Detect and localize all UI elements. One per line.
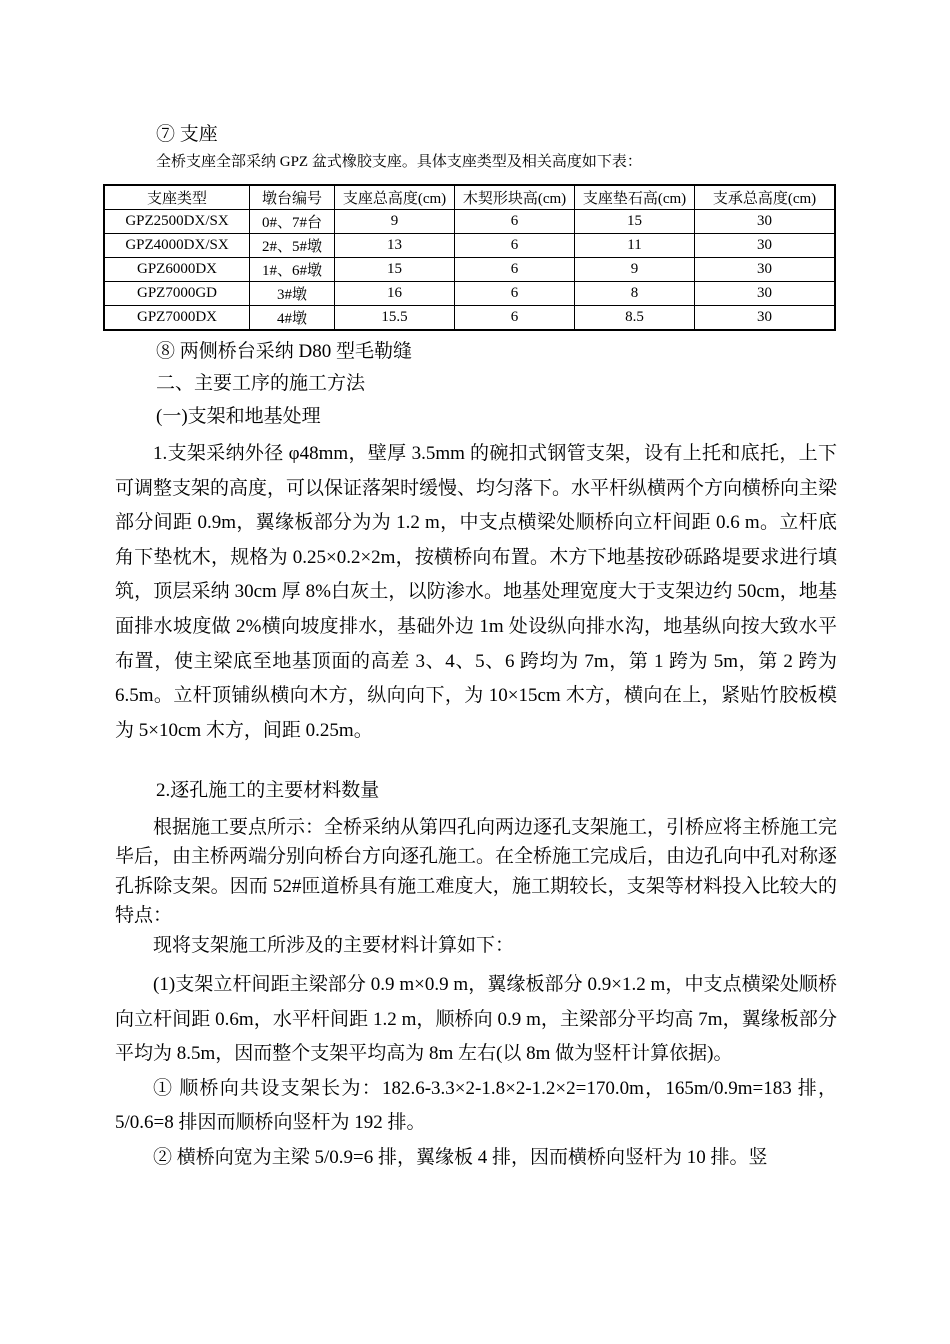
table-header-cell: 木契形块高(cm) xyxy=(455,185,575,210)
body-block-2 xyxy=(115,813,837,960)
table-row xyxy=(104,282,835,306)
table-cell: 6 xyxy=(455,306,575,331)
bearing-intro-note: 全桥支座全部采纳 GPZ 盆式橡胶支座。具体支座类型及相关高度如下表： xyxy=(156,154,642,170)
table-cell: 0#、7#台 xyxy=(250,210,335,234)
table-row xyxy=(104,234,835,258)
table-cell: 8.5 xyxy=(575,306,695,331)
table-cell: 30 xyxy=(695,210,836,234)
paragraph-support-details: 1.支架采纳外径 φ48mm，壁厚 3.5mm 的碗扣式钢管支架，设有上托和底托，上下可调整支架的高度，可以保证落架时缓慢、均匀落下。水平杆纵横两个方向横桥向主梁部分间距 0.9m，翼缘板部分为为 1.2 m，中支点横梁处顺桥向立杆间距 0.6 m。立杆底角下垫枕木，规格为 0.25×0.2×2m，按横桥向布置。木方下地基按砂砾路堤要求进行填筑，顶层采纳 30cm 厚 8%白灰土，以防渗水。地基处理宽度大于支架边约 50cm，地基面排水坡度做 2%横向坡度排水，基础外边 1m 处设纵向排水沟，地基纵向按大致水平布置，使主梁底至地基顶面的高差 3、4、5、6 跨均为 7m，第 1 跨为 5m，第 2 跨为 6.5m。立杆顶铺纵横向木方，纵向向下，为 10×15cm 木方，横向在上，紧贴竹胶板模为 5×10cm 木方，间距 0.25m。 xyxy=(115,443,838,741)
table-cell: 16 xyxy=(335,282,455,306)
table-cell: GPZ6000DX xyxy=(104,258,250,282)
table-cell: GPZ4000DX/SX xyxy=(104,234,250,258)
paragraph-construction-sequence: 根据施工要点所示：全桥采纳从第四孔向两边逐孔支架施工，引桥应将主桥施工完毕后，由主桥两端分别向桥台方向逐孔施工。在全桥施工完成后，由边孔向中孔对称逐孔拆除支架。因而 52#匝道桥具有施工难度大，施工期较长，支架等材料投入比较大的特点： xyxy=(115,817,838,927)
table-cell: 11 xyxy=(575,234,695,258)
table-cell: 6 xyxy=(455,258,575,282)
table-row xyxy=(104,210,835,234)
table-cell: 3#墩 xyxy=(250,282,335,306)
table-cell: 9 xyxy=(575,258,695,282)
table-header-cell: 墩台编号 xyxy=(250,185,335,210)
table-cell: 30 xyxy=(695,282,836,306)
section-heading-main-procedures: 二、主要工序的施工方法 xyxy=(156,373,366,394)
table-cell: 4#墩 xyxy=(250,306,335,331)
table-cell: 2#、5#墩 xyxy=(250,234,335,258)
table-header-cell: 支座总高度(cm) xyxy=(335,185,455,210)
table-header-cell: 支承总高度(cm) xyxy=(695,185,836,210)
section-heading-materials: 2.逐孔施工的主要材料数量 xyxy=(156,780,380,801)
table-row xyxy=(104,258,835,282)
table-header-cell: 支座类型 xyxy=(104,185,250,210)
section-heading-bearings: ⑦ 支座 xyxy=(156,124,218,145)
section-heading-support-foundation: (一)支架和地基处理 xyxy=(156,406,321,427)
table-cell: 30 xyxy=(695,306,836,331)
table-cell: GPZ2500DX/SX xyxy=(104,210,250,234)
bearing-table xyxy=(103,184,836,331)
table-cell: GPZ7000DX xyxy=(104,306,250,331)
table-cell: 15 xyxy=(335,258,455,282)
table-cell: 30 xyxy=(695,258,836,282)
table-cell: 8 xyxy=(575,282,695,306)
table-cell: 15.5 xyxy=(335,306,455,331)
table-cell: 30 xyxy=(695,234,836,258)
body-block-3 xyxy=(115,968,837,1176)
paragraph-pole-spacing: (1)支架立杆间距主梁部分 0.9 m×0.9 m，翼缘板部分 0.9×1.2 m，中支点横梁处顺桥向立杆间距 0.6m，水平杆间距 1.2 m，顺桥向 0.9 m，主梁部分平均高 7m，翼缘板部分平均为 8.5m，因而整个支架平均高为 8m 左右(以 8m 做为竖杆计算依据)。 xyxy=(115,974,837,1065)
body-block-1 xyxy=(115,437,837,748)
table-cell: 13 xyxy=(335,234,455,258)
table-header-cell: 支座垫石高(cm) xyxy=(575,185,695,210)
paragraph-longitudinal-count: ① 顺桥向共设支架长为：182.6-3.3×2-1.8×2-1.2×2=170.0m，165m/0.9m=183 排，5/0.6=8 排因而顺桥向竖杆为 192 排。 xyxy=(115,1077,837,1134)
table-row xyxy=(104,306,835,331)
table-header-row xyxy=(104,185,835,210)
table-cell: 1#、6#墩 xyxy=(250,258,335,282)
table-cell: 15 xyxy=(575,210,695,234)
table-cell: 6 xyxy=(455,282,575,306)
table-cell: GPZ7000GD xyxy=(104,282,250,306)
table-cell: 9 xyxy=(335,210,455,234)
paragraph-transverse-count: ② 横桥向宽为主梁 5/0.9=6 排，翼缘板 4 排，因而横桥向竖杆为 10 排。竖 xyxy=(153,1146,768,1168)
section-heading-expansion-joint: ⑧ 两侧桥台采纳 D80 型毛勒缝 xyxy=(156,341,412,362)
table-cell: 6 xyxy=(455,210,575,234)
paragraph-calc-intro: 现将支架施工所涉及的主要材料计算如下： xyxy=(153,934,515,956)
table-cell: 6 xyxy=(455,234,575,258)
